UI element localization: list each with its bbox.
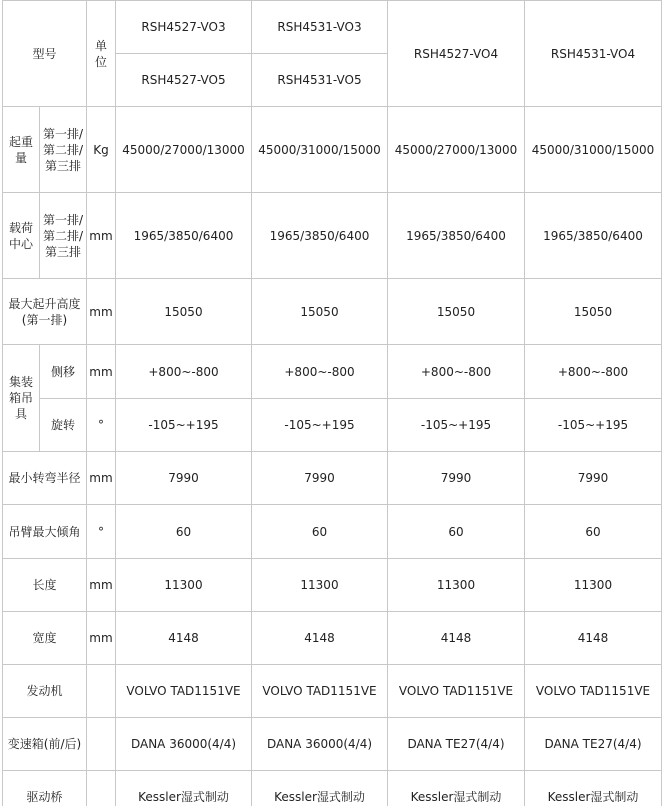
row-load-center-value: 1965/3850/6400 bbox=[116, 193, 252, 279]
row-transmission-value: DANA 36000(4/4) bbox=[252, 718, 388, 771]
row-spreader-sideshift-value: +800~-800 bbox=[388, 345, 525, 399]
row-width-unit: mm bbox=[87, 612, 116, 665]
row-width-value: 4148 bbox=[525, 612, 662, 665]
row-length-unit: mm bbox=[87, 559, 116, 612]
row-width-value: 4148 bbox=[388, 612, 525, 665]
row-drive-axle-label: 驱动桥 bbox=[2, 771, 87, 806]
header-model: 型号 bbox=[2, 0, 87, 107]
row-max-lift-height-value: 15050 bbox=[252, 279, 388, 345]
row-drive-axle-value: Kessler湿式制动 bbox=[388, 771, 525, 806]
row-boom-angle-unit: ° bbox=[87, 505, 116, 559]
row-spreader-rotation-value: -105~+195 bbox=[388, 399, 525, 452]
row-load-center-sub: 第一排/ 第二排/ 第三排 bbox=[40, 193, 87, 279]
row-spreader-sideshift-value: +800~-800 bbox=[116, 345, 252, 399]
row-engine-value: VOLVO TAD1151VE bbox=[116, 665, 252, 718]
row-spreader-rotation-value: -105~+195 bbox=[116, 399, 252, 452]
row-drive-axle-value: Kessler湿式制动 bbox=[525, 771, 662, 806]
row-lift-capacity-sub: 第一排/ 第二排/ 第三排 bbox=[40, 107, 87, 193]
row-engine-label: 发动机 bbox=[2, 665, 87, 718]
row-transmission-value: DANA 36000(4/4) bbox=[116, 718, 252, 771]
row-max-lift-height-value: 15050 bbox=[388, 279, 525, 345]
row-width-value: 4148 bbox=[116, 612, 252, 665]
row-spreader-rotation-unit: ° bbox=[87, 399, 116, 452]
row-length-value: 11300 bbox=[252, 559, 388, 612]
row-load-center-value: 1965/3850/6400 bbox=[388, 193, 525, 279]
header-model-col4: RSH4531-VO4 bbox=[525, 0, 662, 107]
row-spreader-sideshift-unit: mm bbox=[87, 345, 116, 399]
row-lift-capacity-value: 45000/31000/15000 bbox=[525, 107, 662, 193]
row-lift-capacity-unit: Kg bbox=[87, 107, 116, 193]
row-length-label: 长度 bbox=[2, 559, 87, 612]
header-unit: 单 位 bbox=[87, 0, 116, 107]
row-boom-angle-value: 60 bbox=[525, 505, 662, 559]
row-drive-axle-unit bbox=[87, 771, 116, 806]
header-model-col2-bottom: RSH4531-VO5 bbox=[252, 54, 388, 107]
row-max-lift-height-label: 最大起升高度 (第一排) bbox=[2, 279, 87, 345]
row-turning-radius-value: 7990 bbox=[252, 452, 388, 505]
row-spreader-rotation-value: -105~+195 bbox=[252, 399, 388, 452]
row-spreader-sideshift-sub: 侧移 bbox=[40, 345, 87, 399]
row-length-value: 11300 bbox=[525, 559, 662, 612]
header-model-col3: RSH4527-VO4 bbox=[388, 0, 525, 107]
row-transmission-value: DANA TE27(4/4) bbox=[388, 718, 525, 771]
row-engine-value: VOLVO TAD1151VE bbox=[252, 665, 388, 718]
row-spreader-sideshift-value: +800~-800 bbox=[525, 345, 662, 399]
row-engine-value: VOLVO TAD1151VE bbox=[388, 665, 525, 718]
row-load-center-value: 1965/3850/6400 bbox=[252, 193, 388, 279]
header-model-col1-top: RSH4527-VO3 bbox=[116, 0, 252, 54]
row-transmission-value: DANA TE27(4/4) bbox=[525, 718, 662, 771]
row-lift-capacity-value: 45000/27000/13000 bbox=[388, 107, 525, 193]
row-spreader-label: 集装 箱吊 具 bbox=[2, 345, 40, 452]
row-spreader-sideshift-value: +800~-800 bbox=[252, 345, 388, 399]
row-length-value: 11300 bbox=[116, 559, 252, 612]
row-engine-unit bbox=[87, 665, 116, 718]
spec-table bbox=[2, 0, 662, 806]
row-load-center-value: 1965/3850/6400 bbox=[525, 193, 662, 279]
row-max-lift-height-value: 15050 bbox=[525, 279, 662, 345]
row-lift-capacity-value: 45000/31000/15000 bbox=[252, 107, 388, 193]
row-boom-angle-value: 60 bbox=[252, 505, 388, 559]
row-spreader-rotation-sub: 旋转 bbox=[40, 399, 87, 452]
row-max-lift-height-value: 15050 bbox=[116, 279, 252, 345]
row-boom-angle-value: 60 bbox=[388, 505, 525, 559]
row-max-lift-height-unit: mm bbox=[87, 279, 116, 345]
row-drive-axle-value: Kessler湿式制动 bbox=[252, 771, 388, 806]
row-length-value: 11300 bbox=[388, 559, 525, 612]
header-model-col1-bottom: RSH4527-VO5 bbox=[116, 54, 252, 107]
row-engine-value: VOLVO TAD1151VE bbox=[525, 665, 662, 718]
row-width-label: 宽度 bbox=[2, 612, 87, 665]
row-transmission-unit bbox=[87, 718, 116, 771]
row-transmission-label: 变速箱(前/后) bbox=[2, 718, 87, 771]
row-turning-radius-unit: mm bbox=[87, 452, 116, 505]
row-turning-radius-value: 7990 bbox=[116, 452, 252, 505]
row-load-center-label: 载荷 中心 bbox=[2, 193, 40, 279]
row-load-center-unit: mm bbox=[87, 193, 116, 279]
row-turning-radius-value: 7990 bbox=[388, 452, 525, 505]
row-spreader-rotation-value: -105~+195 bbox=[525, 399, 662, 452]
row-turning-radius-label: 最小转弯半径 bbox=[2, 452, 87, 505]
row-drive-axle-value: Kessler湿式制动 bbox=[116, 771, 252, 806]
row-boom-angle-label: 吊臂最大倾角 bbox=[2, 505, 87, 559]
header-model-col2-top: RSH4531-VO3 bbox=[252, 0, 388, 54]
row-lift-capacity-label: 起重 量 bbox=[2, 107, 40, 193]
row-lift-capacity-value: 45000/27000/13000 bbox=[116, 107, 252, 193]
row-turning-radius-value: 7990 bbox=[525, 452, 662, 505]
row-width-value: 4148 bbox=[252, 612, 388, 665]
row-boom-angle-value: 60 bbox=[116, 505, 252, 559]
